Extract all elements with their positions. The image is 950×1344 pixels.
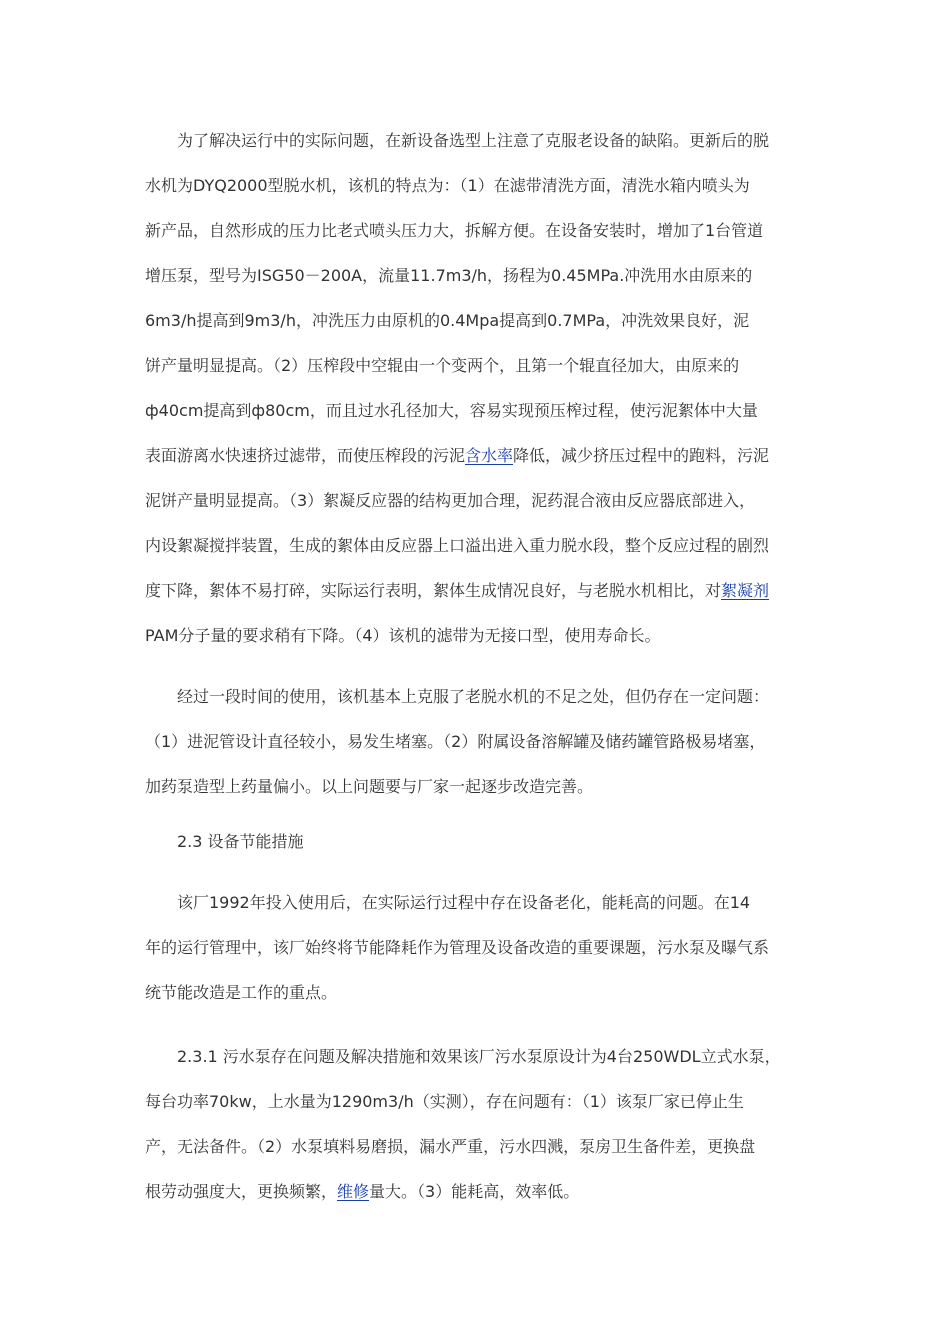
text-line [145,433,825,478]
text-line: 2.3.1 污水泵存在问题及解决措施和效果该厂污水泵原设计为4台250WDL立式水泵， [177,1047,781,1066]
text-line: 饼产量明显提高。（2）压榨段中空辊由一个变两个，且第一个辊直径加大，由原来的 [145,356,740,375]
text-line: （1）进泥管设计直径较小，易发生堵塞。（2）附属设备溶解罐及储药罐管路极易堵塞， [145,732,766,751]
text-line: 新产品，自然形成的压力比老式喷头压力大，拆解方便。在设备安装时，增加了1台管道 [145,221,764,240]
text-line: 产，无法备件。（2）水泵填料易磨损，漏水严重，污水四溅，泵房卫生备件差，更换盘 [145,1137,756,1156]
text-segment: 度下降，絮体不易打碎，实际运行表明，絮体生成情况良好，与老脱水机相比，对 [145,581,722,600]
text-line: 统节能改造是工作的重点。 [145,983,338,1002]
text-line: ф40cm提高到ф80cm，而且过水孔径加大，容易实现预压榨过程，使污泥絮体中大量 [145,401,758,420]
paragraph-sewage-pump [145,1034,825,1214]
text-segment: 表面游离水快速挤过滤带，而使压榨段的污泥 [145,446,466,465]
text-line: 加药泵造型上药量偏小。以上问题要与厂家一起逐步改造完善。 [145,777,594,796]
text-line: 内设絮凝搅拌装置，生成的絮体由反应器上口溢出进入重力脱水段，整个反应过程的剧烈 [145,536,770,555]
text-line: PAM分子量的要求稍有下降。（4）该机的滤带为无接口型，使用寿命长。 [145,626,661,645]
link-flocculant[interactable]: 絮凝剂 [721,581,770,600]
text-line: 泥饼产量明显提高。（3）絮凝反应器的结构更加合理，泥药混合液由反应器底部进入， [145,491,756,510]
text-line: 年的运行管理中，该厂始终将节能降耗作为管理及设备改造的重要课题，污水泵及曝气系 [145,938,770,957]
paragraph-energy-saving-intro [145,880,825,1015]
text-line [145,1169,825,1214]
paragraph-remaining-problems [145,674,825,809]
text-line: 水机为DYQ2000型脱水机，该机的特点为：（1）在滤带清洗方面，清洗水箱内喷头为 [145,176,750,195]
paragraph-dewatering-machine [145,118,825,658]
text-line: 每台功率70kw，上水量为1290m3/h（实测），存在问题有：（1）该泵厂家已停止生 [145,1092,744,1111]
text-segment: 量大。（3）能耗高，效率低。 [369,1182,580,1201]
text-line: 6m3/h提高到9m3/h，冲洗压力由原机的0.4Mpa提高到0.7MPa，冲洗效果良好，泥 [145,311,750,330]
section-heading-energy-saving [145,819,825,864]
link-water-content[interactable]: 含水率 [465,446,514,465]
link-maintenance[interactable]: 维修 [337,1182,370,1201]
text-line: 该厂1992年投入使用后，在实际运行过程中存在设备老化，能耗高的问题。在14 [177,893,751,912]
text-line [145,568,825,613]
text-segment: 降低，减少挤压过程中的跑料，污泥 [513,446,770,465]
text-segment: 根劳动强度大，更换频繁， [145,1182,338,1201]
text-line: 增压泵，型号为ISG50－200A，流量11.7m3/h，扬程为0.45MPa.冲洗用水由原来的 [145,266,753,285]
section-heading: 2.3 设备节能措施 [177,832,304,851]
text-line: 经过一段时间的使用，该机基本上克服了老脱水机的不足之处，但仍存在一定问题： [177,687,770,706]
text-line: 为了解决运行中的实际问题，在新设备选型上注意了克服老设备的缺陷。更新后的脱 [177,131,770,150]
